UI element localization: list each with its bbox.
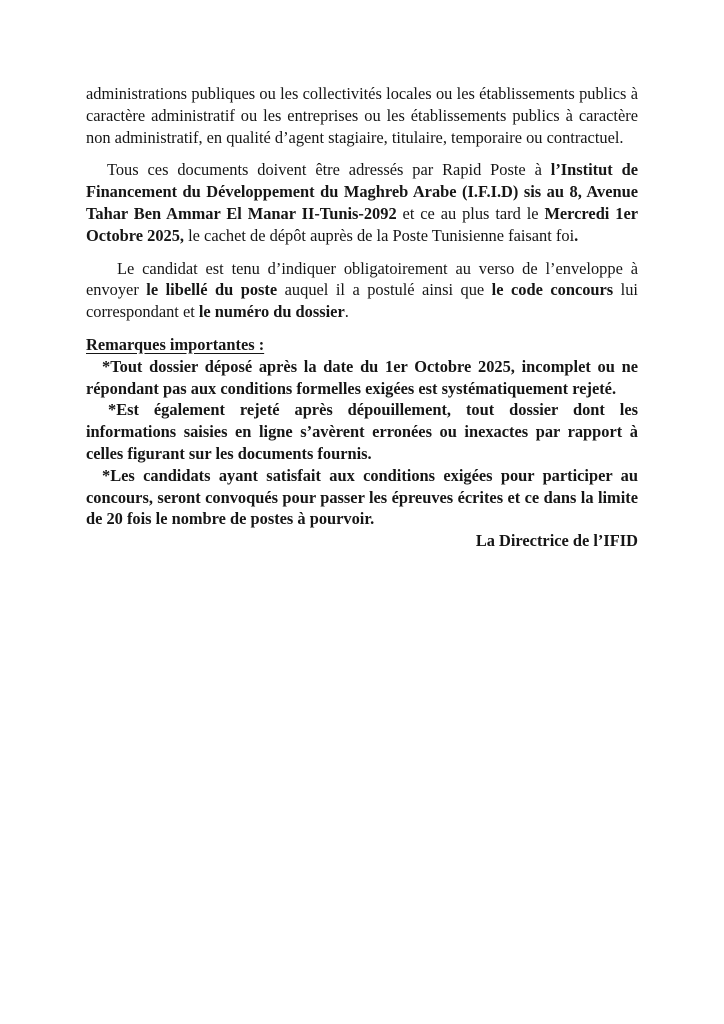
text-run: lui correspondant et [86,280,638,322]
paragraph-mailing-instructions [86,159,638,246]
text-run: auquel il a postulé ainsi que [277,280,492,300]
text-run-bold-file-number: le numéro du dossier [198,302,345,322]
remark-item-late-or-incomplete: *Tout dossier déposé après la date du 1er Octobre 2025, incomplet ou ne répondant pas aux conditions formelles exigées est systématiquement rejeté. [86,356,638,398]
paragraph-eligibility-continuation [86,83,638,148]
text-run-bold-job-title: le libellé du poste [146,280,278,300]
text-run-bold-contest-code: le code concours [491,280,614,300]
remark-item-incorrect-information: *Est également rejeté après dépouillement, tout dossier dont les informations saisies en ligne s’avèrent erronées ou inexactes par rapport à celles figurant sur les documents fournis. [86,400,638,463]
text-run: administrations publiques ou les collectivités locales ou les établissements publics à caractère administratif ou les entreprises ou les établissements publics à caractère non administratif, en qualité d’agent stagiaire, titulaire, temporaire ou contractuel. [86,84,638,147]
paragraph-envelope-instructions [86,258,638,323]
text-run: . [344,302,349,322]
text-run: le cachet de dépôt auprès de la Poste Tunisienne faisant foi [184,225,575,245]
text-run-bold-deadline-date: Mercredi 1er Octobre 2025, [86,203,639,245]
document-content [86,83,638,552]
text-run-bold-institute-address: l’Institut de Financement du Développement du Maghreb Arabe (I.F.I.D) sis au 8, Avenue Tahar Ben Ammar El Manar II-Tunis-2092 [86,160,638,223]
text-run: Tous ces documents doivent être adressés par Rapid Poste à [107,160,551,180]
remark-item-shortlisting-limit: *Les candidats ayant satisfait aux conditions exigées pour participer au concours, seront convoqués pour passer les épreuves écrites et ce dans la limite de 20 fois le nombre de postes à pourvoir. [86,465,638,529]
text-run: et ce au plus tard le [396,203,545,223]
remarks-heading: Remarques importantes : [86,334,265,354]
text-run-bold-period: . [574,225,579,245]
text-run: Le candidat est tenu d’indiquer obligatoirement au verso de l’enveloppe à envoyer [86,258,638,300]
signature-line: La Directrice de l’IFID [475,531,638,551]
